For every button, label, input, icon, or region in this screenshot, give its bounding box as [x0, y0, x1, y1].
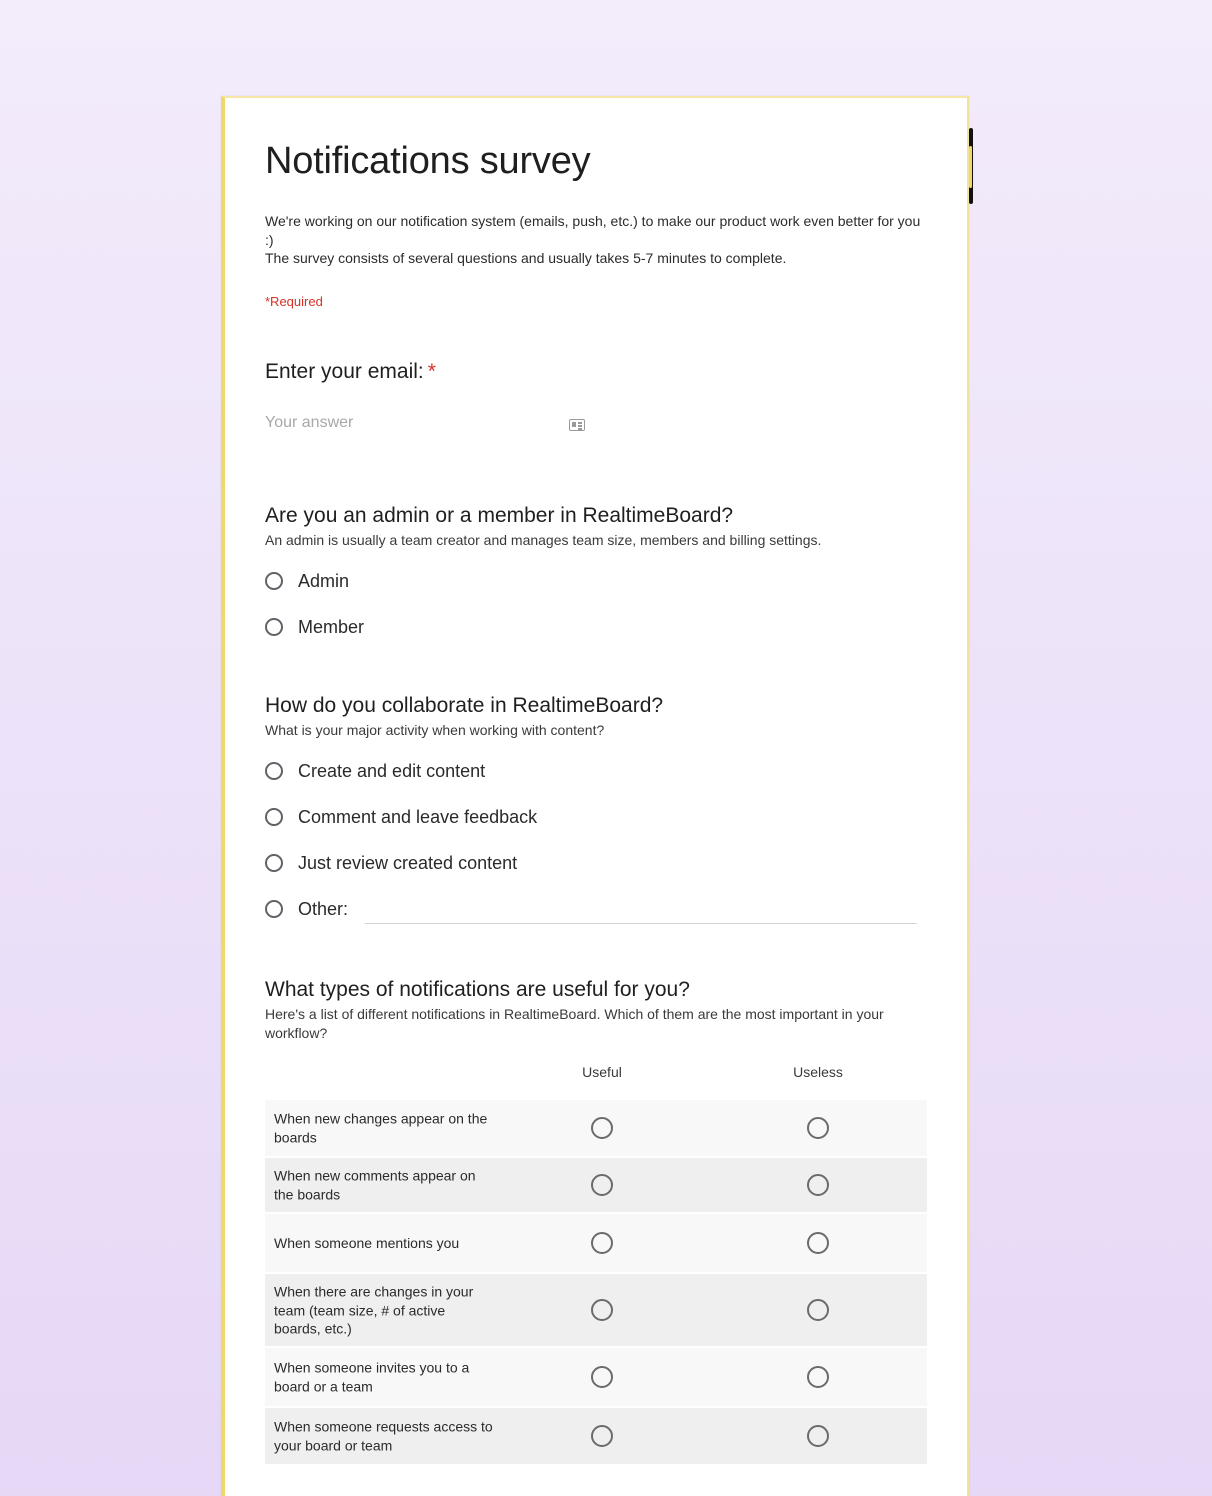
grid-row	[265, 1100, 927, 1156]
email-answer-row	[265, 414, 587, 438]
email-input[interactable]	[265, 414, 545, 432]
grid-row-label: When new comments appear on the boards	[274, 1167, 476, 1202]
grid-row	[265, 1214, 927, 1272]
radio-option-label: Just review created content	[298, 852, 518, 873]
grid-radio-useful[interactable]	[591, 1174, 613, 1196]
card-edge-mark-gap	[969, 146, 972, 188]
grid-row-label: When there are changes in your team (team size, # of active boards, etc.)	[274, 1283, 474, 1337]
grid-row	[265, 1158, 927, 1212]
form-description-line: We're working on our notification system (emails, push, etc.) to make our product work even better for you :)	[265, 213, 921, 248]
form-title: Notifications survey	[265, 140, 591, 182]
grid-column-useless: Useless	[793, 1064, 843, 1080]
grid-radio-useful[interactable]	[591, 1117, 613, 1139]
question-role-title: Are you an admin or a member in RealtimeBoard?	[265, 504, 734, 527]
radio-option-label: Member	[298, 616, 365, 637]
form-description-line: The survey consists of several questions and usually takes 5-7 minutes to complete.	[265, 250, 787, 266]
radio-button[interactable]	[265, 762, 283, 780]
question-email-label: Enter your email:	[265, 360, 424, 383]
radio-button[interactable]	[265, 572, 283, 590]
radio-option-label: Comment and leave feedback	[298, 806, 538, 827]
grid-column-useful: Useful	[582, 1064, 622, 1080]
grid-radio-useful[interactable]	[591, 1366, 613, 1388]
grid-radio-useful[interactable]	[591, 1232, 613, 1254]
grid-radio-useless[interactable]	[807, 1366, 829, 1388]
grid-row	[265, 1408, 927, 1464]
radio-option-comment[interactable]	[265, 804, 537, 830]
radio-option-review[interactable]	[265, 850, 517, 876]
question-email-title	[265, 360, 436, 384]
question-notif-subtitle: Here's a list of different notifications in RealtimeBoard. Which of them are the most important in your workflow?	[265, 1006, 884, 1041]
grid-radio-useless[interactable]	[807, 1425, 829, 1447]
question-role-subtitle: An admin is usually a team creator and manages team size, members and billing settings.	[265, 532, 822, 548]
radio-option-create-edit[interactable]	[265, 758, 485, 784]
radio-option-member[interactable]	[265, 614, 364, 640]
question-collab-title: How do you collaborate in RealtimeBoard?	[265, 694, 664, 717]
survey-form-card	[221, 96, 969, 1496]
grid-row	[265, 1274, 927, 1346]
form-description	[265, 212, 925, 268]
grid-row-label: When someone requests access to your board or team	[274, 1418, 493, 1453]
grid-row	[265, 1348, 927, 1406]
required-note: *Required	[265, 294, 323, 309]
radio-button[interactable]	[265, 900, 283, 918]
grid-row-label: When someone invites you to a board or a team	[274, 1359, 470, 1394]
question-collab-subtitle: What is your major activity when working with content?	[265, 722, 605, 738]
grid-radio-useful[interactable]	[591, 1425, 613, 1447]
question-notif-title: What types of notifications are useful for you?	[265, 978, 690, 1001]
radio-option-label: Create and edit content	[298, 760, 486, 781]
grid-radio-useless[interactable]	[807, 1299, 829, 1321]
grid-row-label: When someone mentions you	[274, 1234, 460, 1251]
contact-card-icon	[569, 419, 585, 431]
grid-row-label: When new changes appear on the boards	[274, 1110, 488, 1145]
grid-radio-useless[interactable]	[807, 1117, 829, 1139]
radio-option-admin[interactable]	[265, 568, 349, 594]
radio-button[interactable]	[265, 618, 283, 636]
grid-radio-useless[interactable]	[807, 1232, 829, 1254]
radio-option-other[interactable]	[265, 896, 348, 922]
grid-radio-useful[interactable]	[591, 1299, 613, 1321]
radio-option-label: Admin	[298, 570, 350, 591]
radio-option-label: Other:	[298, 898, 349, 919]
grid-radio-useless[interactable]	[807, 1174, 829, 1196]
radio-button[interactable]	[265, 854, 283, 872]
other-text-input-line[interactable]	[365, 923, 917, 924]
radio-button[interactable]	[265, 808, 283, 826]
required-star: *	[427, 360, 436, 383]
